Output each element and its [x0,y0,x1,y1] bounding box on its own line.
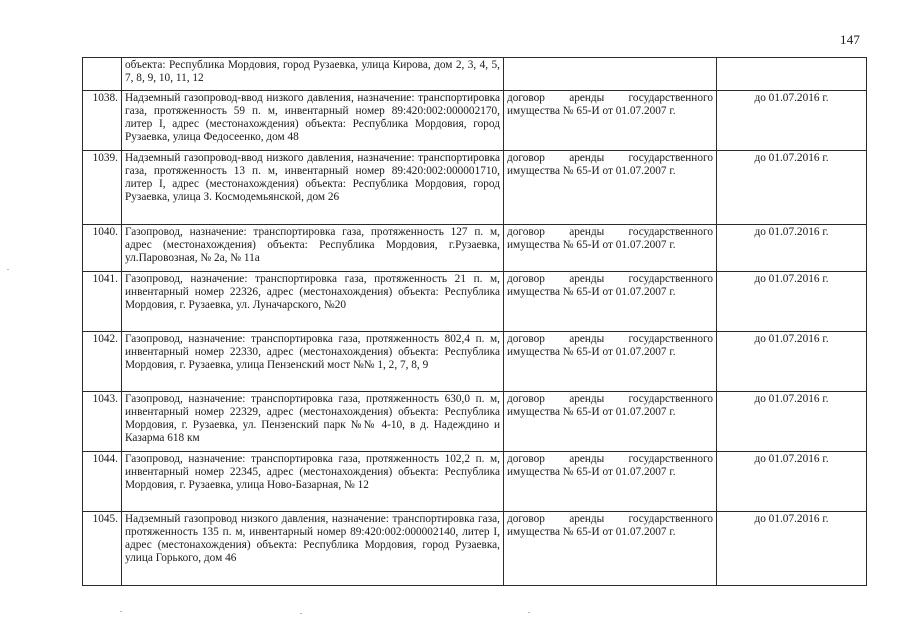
row-number: 1045. [83,512,122,586]
object-description: Газопровод, назначение: транспортировка газа, протяженность 630,0 п. м, инвентарный номер 22329, адрес (местонахождения) объекта: Республика Мордовия, г. Рузаевка, ул. Пензенский парк №№ 4-10, в д. Надеждино и Казарма 618 км [122,392,504,452]
table-row [83,91,867,151]
term-date: до 01.07.2016 г. [717,225,867,272]
row-number: 1043. [83,392,122,452]
row-number: 1042. [83,332,122,392]
term-date: до 01.07.2016 г. [717,452,867,512]
table-row [83,151,867,225]
object-description: Надземный газопровод низкого давления, назначение: транспортировка газа, протяженность 135 п. м, инвентарный номер 89:420:002:000002140, литер I, адрес (местонахождения) объекта: Республика Мордовия, город Рузаевка, улица Горького, дом 46 [122,512,504,586]
row-number: 1040. [83,225,122,272]
object-description: Газопровод, назначение: транспортировка газа, протяженность 102,2 п. м, инвентарный номер 22345, адрес (местонахождения) объекта: Республика Мордовия, г. Рузаевка, улица Ново-Базарная, № 12 [122,452,504,512]
scan-speck [528,612,530,613]
term-date: до 01.07.2016 г. [717,272,867,332]
basis-document: договор аренды государственного имущества № 65-И от 01.07.2007 г. [504,225,717,272]
basis-document: договор аренды государственного имущества № 65-И от 01.07.2007 г. [504,452,717,512]
object-description: Газопровод, назначение: транспортировка газа, протяженность 802,4 п. м, инвентарный номер 22330, адрес (местонахождения) объекта: Республика Мордовия, г. Рузаевка, улица Пензенский мост №№ 1, 2, 7, 8, 9 [122,332,504,392]
scan-speck [300,613,302,614]
basis-document: договор аренды государственного имущества № 65-И от 01.07.2007 г. [504,332,717,392]
basis-document [504,58,717,91]
row-number: 1038. [83,91,122,151]
term-date: до 01.07.2016 г. [717,91,867,151]
basis-document: договор аренды государственного имущества № 65-И от 01.07.2007 г. [504,392,717,452]
term-date: до 01.07.2016 г. [717,332,867,392]
table-row [83,392,867,452]
table-row [83,512,867,586]
term-date [717,58,867,91]
page-number: 147 [840,32,861,47]
scan-speck [120,611,122,612]
table-row [83,58,867,91]
object-description: Надземный газопровод-ввод низкого давления, назначение: транспортировка газа, протяженность 13 п. м, инвентарный номер 89:420:002:000001710, литер I, адрес (местонахождения) объекта: Республика Мордовия, город Рузаевка, улица З. Космодемьянской, дом 26 [122,151,504,225]
basis-document: договор аренды государственного имущества № 65-И от 01.07.2007 г. [504,512,717,586]
scan-speck [7,269,9,270]
table-row [83,225,867,272]
term-date: до 01.07.2016 г. [717,512,867,586]
row-number: 1044. [83,452,122,512]
basis-document: договор аренды государственного имущества № 65-И от 01.07.2007 г. [504,272,717,332]
table-row [83,452,867,512]
basis-document: договор аренды государственного имущества № 65-И от 01.07.2007 г. [504,151,717,225]
table-row [83,332,867,392]
term-date: до 01.07.2016 г. [717,151,867,225]
object-description: Газопровод, назначение: транспортировка газа, протяженность 127 п. м, адрес (местонахождения) объекта: Республика Мордовия, г.Рузаевка, ул.Паровозная, № 2а, № 11а [122,225,504,272]
basis-document: договор аренды государственного имущества № 65-И от 01.07.2007 г. [504,91,717,151]
property-registry-table [82,57,867,586]
table-row [83,272,867,332]
row-number: 1039. [83,151,122,225]
row-number [83,58,122,91]
object-description: объекта: Республика Мордовия, город Рузаевка, улица Кирова, дом 2, 3, 4, 5, 7, 8, 9, 10, 11, 12 [122,58,504,91]
object-description: Газопровод, назначение: транспортировка газа, протяженность 21 п. м, инвентарный номер 22326, адрес (местонахождения) объекта: Республика Мордовия, г. Рузаевка, ул. Луначарского, №20 [122,272,504,332]
row-number: 1041. [83,272,122,332]
object-description: Надземный газопровод-ввод низкого давления, назначение: транспортировка газа, протяженность 59 п. м, инвентарный номер 89:420:002:000002170, литер I, адрес (местонахождения) объекта: Республика Мордовия, город Рузаевка, улица Федосеенко, дом 48 [122,91,504,151]
term-date: до 01.07.2016 г. [717,392,867,452]
